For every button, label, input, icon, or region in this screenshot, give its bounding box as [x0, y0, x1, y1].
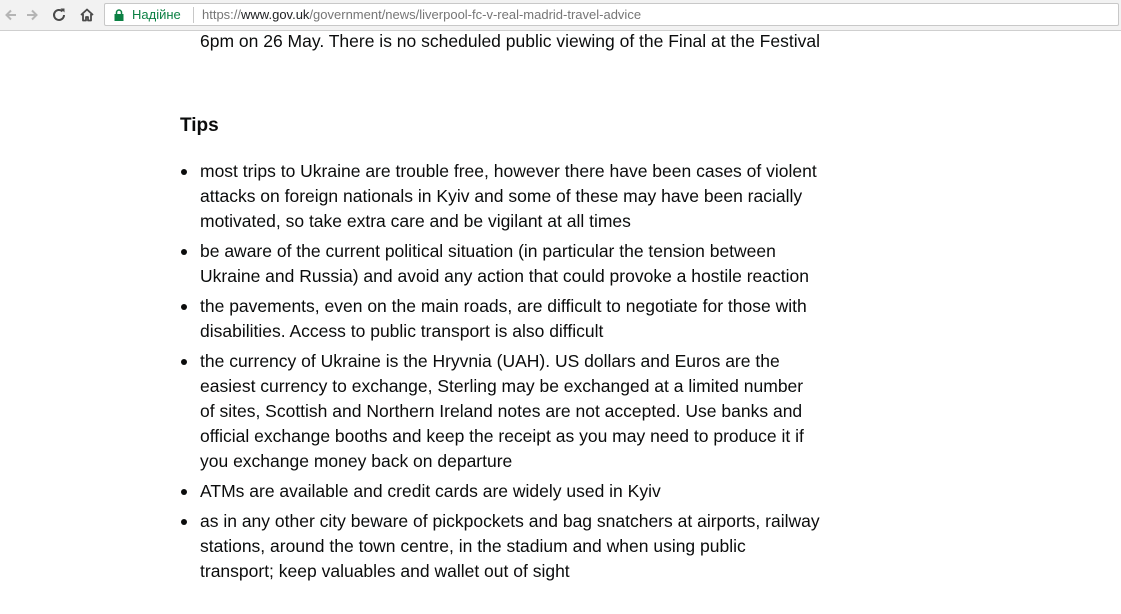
list-item — [180, 509, 820, 584]
address-bar[interactable] — [104, 3, 1119, 26]
list-item-text: most trips to Ukraine are trouble free, however there have been cases of violent attacks on foreign nationals in Kyiv and some of these may have been racially motivated, so take extra care and be vigilant at all times — [200, 161, 817, 231]
reload-icon — [51, 7, 67, 23]
back-button[interactable] — [0, 4, 22, 26]
tips-list — [180, 159, 820, 589]
secure-label: Надійне — [132, 7, 181, 22]
bullet-dot-icon — [181, 519, 187, 525]
list-item-text: ATMs are available and credit cards are widely used in Kyiv — [200, 481, 661, 501]
bullet-dot-icon — [181, 169, 187, 175]
bullet-dot-icon — [181, 359, 187, 365]
list-item-text: as in any other city beware of pickpockets and bag snatchers at airports, railway stations, around the town centre, in the stadium and when using public transport; keep valuables and wallet out of sight — [200, 511, 820, 581]
list-item-text: the currency of Ukraine is the Hryvnia (UAH). US dollars and Euros are the easiest currency to exchange, Sterling may be exchanged at a limited number of sites, Scottish and Northern Ireland notes are not accepted. Use banks and official exchange booths and keep the receipt as you may need to produce it if you exchange money back on departure — [200, 351, 804, 471]
forward-button[interactable] — [21, 4, 43, 26]
list-item — [180, 239, 820, 289]
url-separator — [193, 7, 194, 23]
home-icon — [79, 7, 95, 23]
lead-text: 6pm on 26 May. There is no scheduled public viewing of the Final at the Festival — [200, 31, 820, 51]
list-item — [180, 159, 820, 234]
list-item-text: the pavements, even on the main roads, are difficult to negotiate for those with disabilities. Access to public transport is also difficult — [200, 296, 807, 341]
url-text[interactable] — [202, 7, 641, 23]
arrow-right-icon — [24, 7, 40, 23]
reload-button[interactable] — [48, 4, 70, 26]
lock-icon — [114, 9, 124, 21]
article-content — [180, 30, 820, 581]
list-item — [180, 349, 820, 474]
url-host: www.gov.uk — [241, 7, 310, 22]
list-item — [180, 294, 820, 344]
home-button[interactable] — [76, 4, 98, 26]
arrow-left-icon — [3, 7, 19, 23]
url-scheme: https:// — [202, 7, 242, 22]
bullet-dot-icon — [181, 489, 187, 495]
tips-heading: Tips — [180, 115, 219, 136]
list-item — [180, 479, 820, 504]
url-path: /government/news/liverpool-fc-v-real-madrid-travel-advice — [309, 7, 642, 22]
list-item-text: be aware of the current political situation (in particular the tension between Ukraine and Russia) and avoid any action that could provoke a hostile reaction — [200, 241, 809, 286]
browser-toolbar — [0, 0, 1121, 31]
bullet-dot-icon — [181, 249, 187, 255]
bullet-dot-icon — [181, 304, 187, 310]
